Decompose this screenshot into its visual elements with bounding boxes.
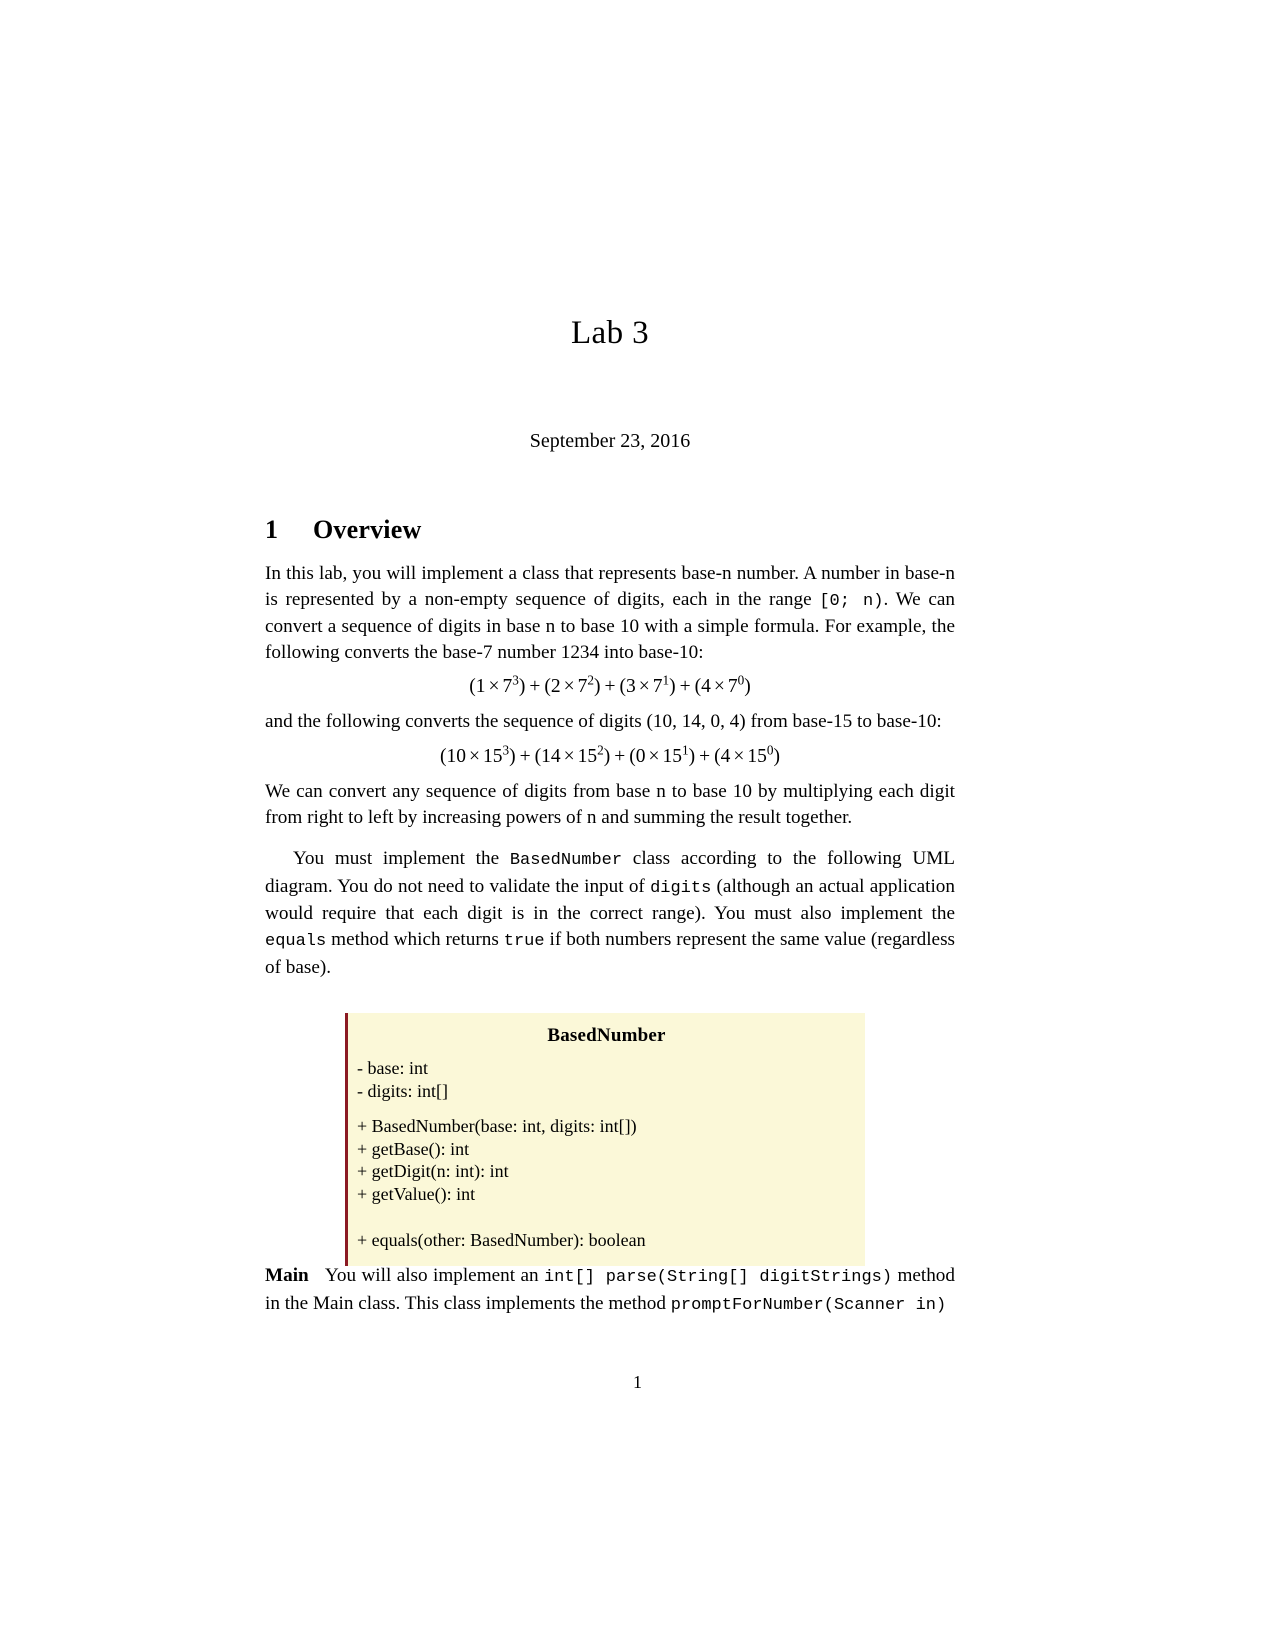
section-title: Overview <box>313 515 422 544</box>
paragraph-implementation-text-b: class according to the following UML diagram. You do not need to validate the input of <box>265 848 955 897</box>
uml-separator <box>348 1102 865 1115</box>
paragraph-intro <box>265 561 955 665</box>
uml-method: + BasedNumber(base: int, digits: int[]) <box>357 1116 637 1136</box>
section-number: 1 <box>265 515 279 544</box>
paragraph-intro-text-a: In this lab, you will implement a class that represents base-n number. A number in base-n is represented by a non-empty sequence of digits, each in the range <box>265 563 955 610</box>
uml-attribute: - base: int <box>357 1058 428 1078</box>
prompt-method-code: promptForNumber(Scanner in) <box>670 1295 947 1315</box>
main-class-label: Main <box>265 1265 309 1286</box>
section-heading-overview <box>265 515 955 545</box>
page-number: 1 <box>633 1372 642 1392</box>
uml-diagram <box>345 1013 865 1266</box>
document-body-column <box>265 0 955 980</box>
paragraph-base15-text-b: from base-15 to base-10: <box>745 711 942 733</box>
paragraph-intro-text-b: . We can convert a sequence of digits in base n to base 10 with a simple formula. For example, the following converts the base-7 number 1234 into base-10: <box>265 588 956 663</box>
range-notation-code: [0; n) <box>819 591 884 611</box>
paragraph-main-class <box>265 1263 955 1318</box>
paragraph-base15-text-a: and the following converts the sequence of digits <box>265 711 647 733</box>
main-class-text-b: method in the Main class. This class implements the method <box>265 1265 955 1314</box>
page-title: Lab 3 <box>570 315 650 351</box>
paragraph-implementation-text-e: if both numbers represent the same value (regardless of base). <box>265 928 956 978</box>
paragraph-conversion-rule: We can convert any sequence of digits from base n to base 10 by multiplying each digit from right to left by increasing powers of n and summing the result together. <box>265 780 955 828</box>
paragraph-base15-lead <box>265 709 955 735</box>
uml-method: + getBase(): int <box>357 1138 470 1159</box>
digit-sequence-math: (10, 14, 0, 4) <box>646 711 746 733</box>
main-class-text-a: You will also implement an <box>324 1265 544 1286</box>
equation-base7-rendered: $(1 \times 7^3) + (2 \times 7^2) + (3 \times 7^1) + (4 \times 7^0)$ <box>469 672 751 698</box>
equation-base15-rendered: $(10 \times 15^3) + (14 \times 15^2) + (0 \times 15^1) + (4 \times 15^0)$ <box>440 742 780 767</box>
uml-method: + getValue(): int <box>357 1183 476 1204</box>
digits-field-code: digits <box>650 878 712 898</box>
uml-method: + getDigit(n: int): int <box>357 1161 509 1181</box>
paragraph-implementation-text-a: You must implement the <box>293 848 510 870</box>
paragraph-implementation-text-d: method which returns <box>326 928 504 950</box>
paragraph-implementation-text-c: (although an actual application would require that each digit is in the correct range). You must also implement the <box>265 875 955 925</box>
equals-method-code: equals <box>265 931 327 951</box>
class-name-code: BasedNumber <box>509 851 623 871</box>
uml-class-box <box>345 1013 865 1266</box>
parse-method-code: int[] parse(String[] digitStrings) <box>543 1268 893 1287</box>
uml-class-name: BasedNumber <box>547 1025 666 1046</box>
uml-attribute: - digits: int[] <box>357 1080 448 1101</box>
equation-base15 <box>265 742 955 768</box>
document-date: September 23, 2016 <box>529 430 691 452</box>
paragraph-implementation <box>265 846 955 980</box>
true-literal-code: true <box>503 931 545 951</box>
uml-method: + equals(other: BasedNumber): boolean <box>357 1230 646 1250</box>
uml-separator <box>348 1205 865 1229</box>
equation-base7 <box>265 672 955 698</box>
